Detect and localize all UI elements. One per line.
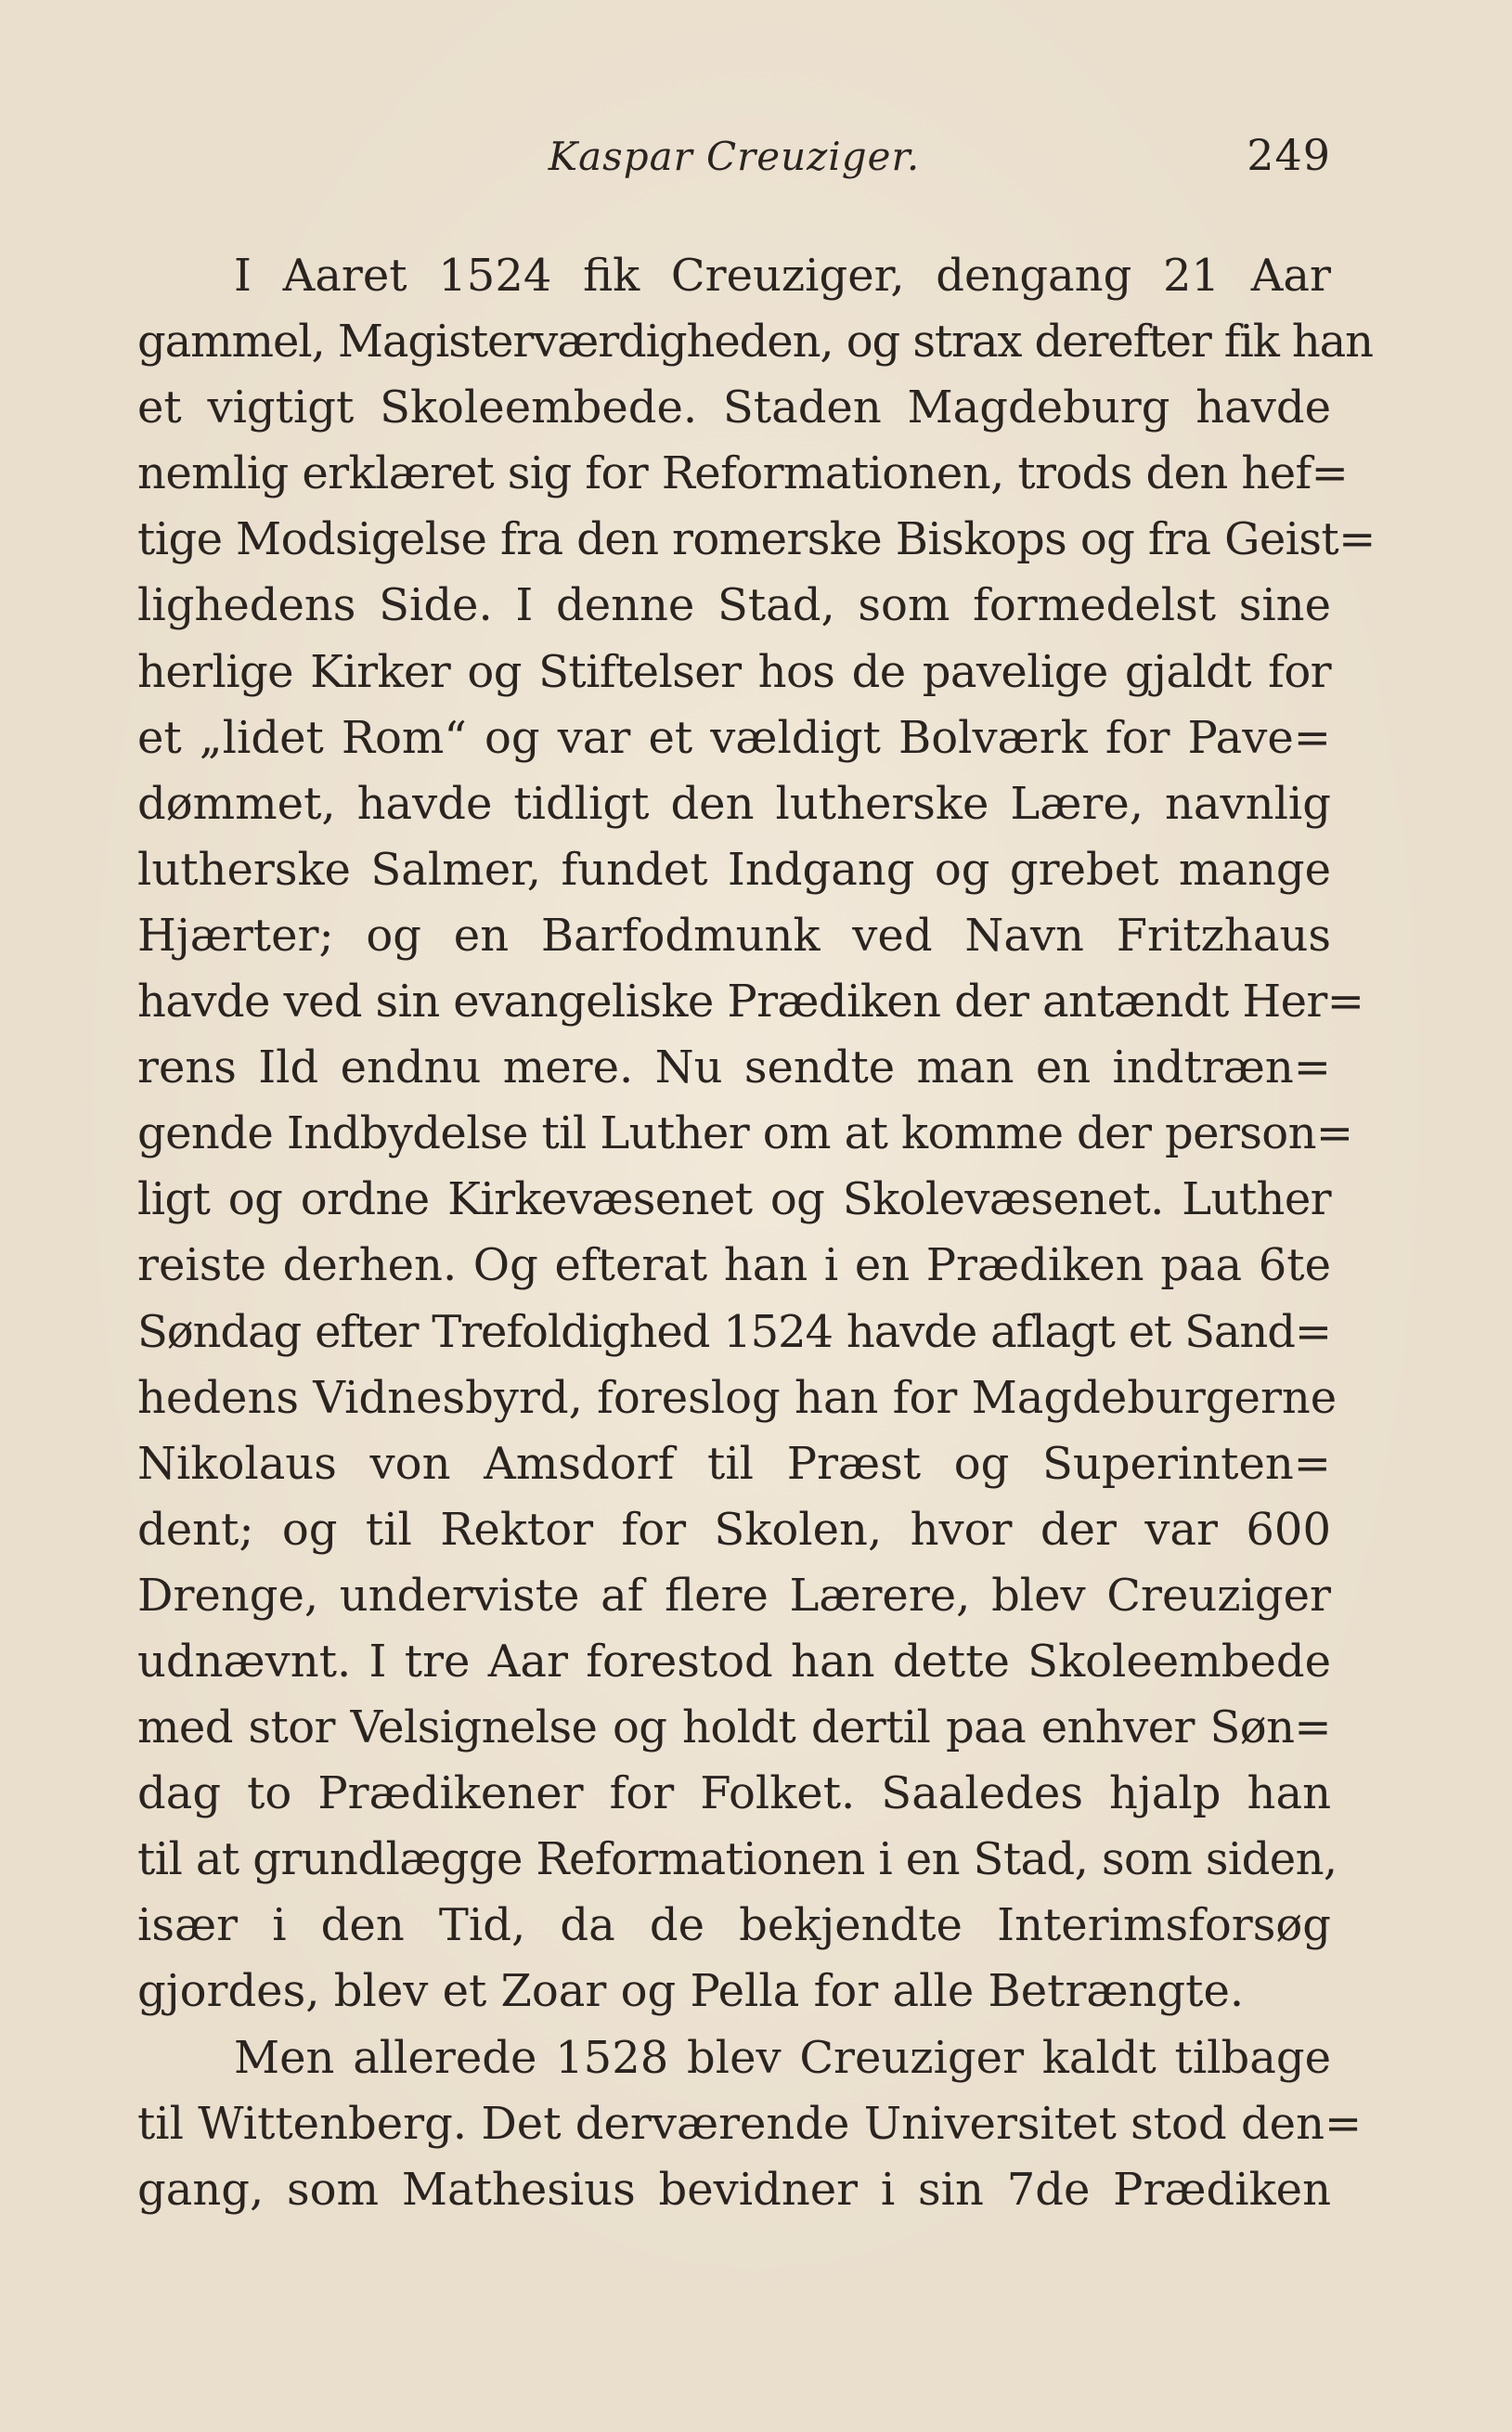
body-text — [137, 243, 1376, 2223]
text-line: gammel, Magisterværdigheden, og strax derefter fik han — [137, 316, 1373, 369]
text-line: nemlig erklæret sig for Reformationen, trods den hef= — [137, 447, 1349, 500]
text-line: hedens Vidnesbyrd, foreslog han for Magdeburgerne — [137, 1371, 1338, 1424]
text-line: dent; og til Rektor for Skolen, hvor der var 600 — [137, 1503, 1331, 1556]
text-line: rens Ild endnu mere. Nu sendte man en indtræn= — [137, 1041, 1331, 1094]
text-line: Men allerede 1528 blev Creuziger kaldt tilbage — [234, 2031, 1331, 2084]
text-line: lighedens Side. I denne Stad, som formedelst sine — [137, 579, 1331, 632]
text-line: med stor Velsignelse og holdt dertil paa enhver Søn= — [137, 1701, 1331, 1754]
text-line: gang, som Mathesius bevidner i sin 7de Prædiken — [137, 2163, 1331, 2216]
text-line: Søndag efter Trefoldighed 1524 havde aflagt et Sand= — [137, 1305, 1331, 1358]
paragraph-1 — [137, 243, 1376, 2025]
text-line: Drenge, underviste af flere Lærere, blev Creuziger — [137, 1569, 1331, 1622]
text-line: gjordes, blev et Zoar og Pella for alle Betrængte. — [137, 1965, 1245, 2018]
text-line: gende Indbydelse til Luther om at komme der person= — [137, 1107, 1353, 1160]
text-line: ligt og ordne Kirkevæsenet og Skolevæsenet. Luther — [137, 1173, 1331, 1226]
running-title: Kaspar Creuziger. — [548, 134, 921, 179]
text-line: reiste derhen. Og efterat han i en Prædiken paa 6te — [137, 1239, 1331, 1292]
text-line: især i den Tid, da de bekjendte Interimsforsøg — [137, 1899, 1331, 1952]
text-line: tige Modsigelse fra den romerske Biskops og fra Geist= — [137, 513, 1376, 566]
running-head — [137, 126, 1331, 186]
text-line: herlige Kirker og Stiftelser hos de pavelige gjaldt for — [137, 645, 1331, 698]
text-line: I Aaret 1524 fik Creuziger, dengang 21 Aar — [234, 250, 1331, 302]
text-line: et „lidet Rom“ og var et vældigt Bolværk for Pave= — [137, 711, 1331, 764]
text-line: havde ved sin evangeliske Prædiken der antændt Her= — [137, 976, 1364, 1028]
text-line: et vigtigt Skoleembede. Staden Magdeburg havde — [137, 382, 1331, 434]
text-line: til at grundlægge Reformationen i en Stad, som siden, — [137, 1833, 1338, 1886]
text-line: udnævnt. I tre Aar forestod han dette Skoleembede — [137, 1635, 1331, 1688]
text-line: dag to Prædikener for Folket. Saaledes hjalp han — [137, 1767, 1331, 1820]
text-line: dømmet, havde tidligt den lutherske Lære, navnlig — [137, 777, 1331, 830]
text-line: lutherske Salmer, fundet Indgang og grebet mange — [137, 843, 1331, 896]
text-line: Nikolaus von Amsdorf til Præst og Superinten= — [137, 1437, 1331, 1490]
paragraph-2 — [137, 2025, 1363, 2223]
text-line: Hjærter; og en Barfodmunk ved Navn Fritzhaus — [137, 909, 1331, 962]
page-number: 249 — [1247, 130, 1331, 180]
text-line: til Wittenberg. Det derværende Universitet stod den= — [137, 2097, 1363, 2150]
